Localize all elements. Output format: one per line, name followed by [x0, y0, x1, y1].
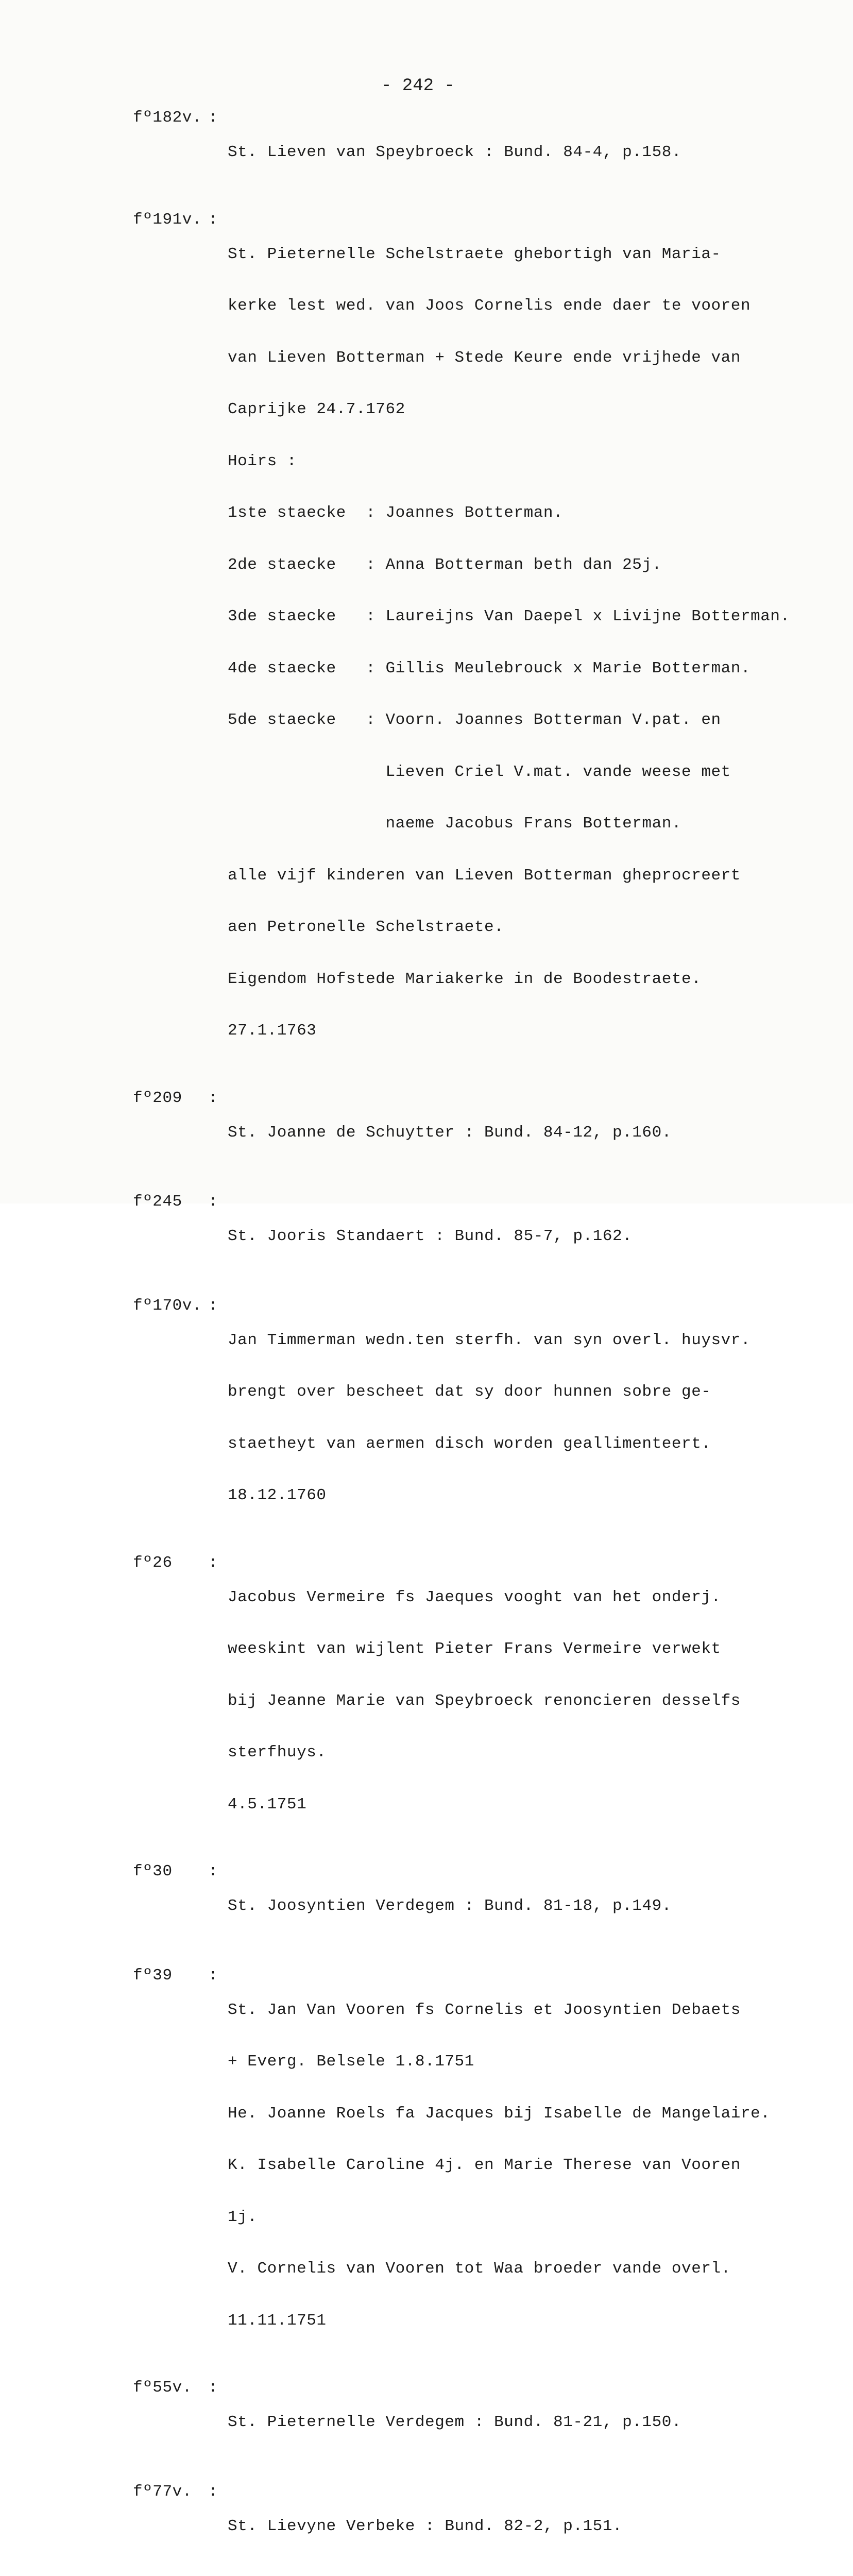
entry-text — [228, 2483, 818, 2570]
entry — [133, 1554, 818, 1848]
folio-reference: fº209 — [133, 1089, 182, 1107]
entry-line: St. Lievyne Verbeke : Bund. 82-2, p.151. — [228, 2517, 623, 2535]
entry-line: 1ste staecke : Joannes Botterman. — [228, 504, 564, 522]
entry-line: Jan Timmerman wedn.ten sterfh. van syn overl. huysvr. — [228, 1331, 751, 1349]
entry — [133, 1297, 818, 1539]
folio-reference: fº26 — [133, 1553, 173, 1572]
folio-reference: fº170v. — [133, 1296, 202, 1315]
separator: : — [208, 210, 218, 229]
entry-line: aen Petronelle Schelstraete. — [228, 918, 504, 936]
entry-line: Eigendom Hofstede Mariakerke in de Boodestraete. — [228, 970, 702, 988]
entry-line: weeskint van wijlent Pieter Frans Vermeire verwekt — [228, 1640, 721, 1658]
separator: : — [208, 1296, 218, 1315]
separator: : — [208, 109, 218, 127]
entry-line: St. Joosyntien Verdegem : Bund. 81-18, p.149. — [228, 1897, 672, 1915]
entry-line: V. Cornelis van Vooren tot Waa broeder vande overl. — [228, 2260, 731, 2278]
separator: : — [208, 1862, 218, 1880]
entry-line: 3de staecke : Laureijns Van Daepel x Livijne Botterman. — [228, 607, 790, 625]
entry-line: Jacobus Vermeire fs Jaeques vooght van het onderj. — [228, 1588, 721, 1606]
folio-reference: fº39 — [133, 1966, 173, 1985]
entry-line: Lieven Criel V.mat. vande weese met — [228, 762, 731, 781]
entry-line: Caprijke 24.7.1762 — [228, 400, 405, 418]
folio-reference: fº55v. — [133, 2379, 192, 2397]
entry-text — [228, 211, 818, 1074]
entry-line: 1j. — [228, 2208, 258, 2226]
separator: : — [208, 1553, 218, 1572]
entry-line: naeme Jacobus Frans Botterman. — [228, 815, 682, 833]
entry-line: St. Pieternelle Verdegem : Bund. 81-21, p.150. — [228, 2413, 682, 2431]
entry-text — [228, 1193, 818, 1280]
entry-line: St. Pieternelle Schelstraete ghebortigh van Maria- — [228, 245, 721, 263]
entry-text — [228, 1967, 818, 2364]
entry-line: van Lieven Botterman + Stede Keure ende vrijhede van — [228, 348, 741, 367]
entry-text — [228, 1090, 818, 1176]
separator: : — [208, 2379, 218, 2397]
entry-line: staetheyt van aermen disch worden geallimenteert. — [228, 1434, 711, 1453]
entry-line: St. Jan Van Vooren fs Cornelis et Joosyntien Debaets — [228, 2001, 741, 2019]
entry-line: brengt over bescheet dat sy door hunnen sobre ge- — [228, 1383, 711, 1401]
entry-line: kerke lest wed. van Joos Cornelis ende daer te vooren — [228, 297, 751, 315]
folio-reference: fº191v. — [133, 210, 202, 229]
page-number: - 242 - — [381, 76, 455, 96]
entry — [133, 1090, 818, 1176]
entry-line: 18.12.1760 — [228, 1486, 327, 1504]
entry — [133, 2379, 818, 2466]
entry-text — [228, 2379, 818, 2466]
entry — [133, 109, 818, 196]
entry-text — [228, 109, 818, 196]
entry-text — [228, 1554, 818, 1848]
entry-line: 27.1.1763 — [228, 1022, 317, 1040]
entry-line: St. Jooris Standaert : Bund. 85-7, p.162. — [228, 1227, 633, 1245]
separator: : — [208, 1089, 218, 1107]
entry-text — [228, 1863, 818, 1950]
folio-reference: fº245 — [133, 1193, 182, 1211]
entry-line: + Everg. Belsele 1.8.1751 — [228, 2053, 474, 2071]
entry — [133, 1863, 818, 1950]
entry-line: 2de staecke : Anna Botterman beth dan 25j. — [228, 555, 662, 574]
entry-line: 4.5.1751 — [228, 1795, 307, 1814]
entry-line: sterfhuys. — [228, 1743, 327, 1761]
entry-line: 5de staecke : Voorn. Joannes Botterman V.pat. en — [228, 711, 721, 729]
entry-line: bij Jeanne Marie van Speybroeck renoncieren desselfs — [228, 1691, 741, 1710]
entry-text — [228, 1297, 818, 1539]
entry-line: 11.11.1751 — [228, 2311, 327, 2330]
separator: : — [208, 2482, 218, 2501]
entry-line: St. Lieven van Speybroeck : Bund. 84-4, p.158. — [228, 143, 682, 161]
entry-line: He. Joanne Roels fa Jacques bij Isabelle de Mangelaire. — [228, 2104, 771, 2123]
entry — [133, 211, 818, 1074]
entry — [133, 1193, 818, 1280]
entry-line: Hoirs : — [228, 452, 297, 470]
entry-list — [133, 109, 818, 2576]
separator: : — [208, 1966, 218, 1985]
folio-reference: fº182v. — [133, 109, 202, 127]
entry — [133, 2483, 818, 2570]
folio-reference: fº77v. — [133, 2482, 192, 2501]
folio-reference: fº30 — [133, 1862, 173, 1880]
entry-line: 4de staecke : Gillis Meulebrouck x Marie Botterman. — [228, 659, 751, 677]
separator: : — [208, 1193, 218, 1211]
entry-line: K. Isabelle Caroline 4j. en Marie Therese van Vooren — [228, 2156, 741, 2174]
entry-line: St. Joanne de Schuytter : Bund. 84-12, p.160. — [228, 1123, 672, 1142]
entry-line: alle vijf kinderen van Lieven Botterman gheprocreert — [228, 866, 741, 885]
entry — [133, 1967, 818, 2364]
